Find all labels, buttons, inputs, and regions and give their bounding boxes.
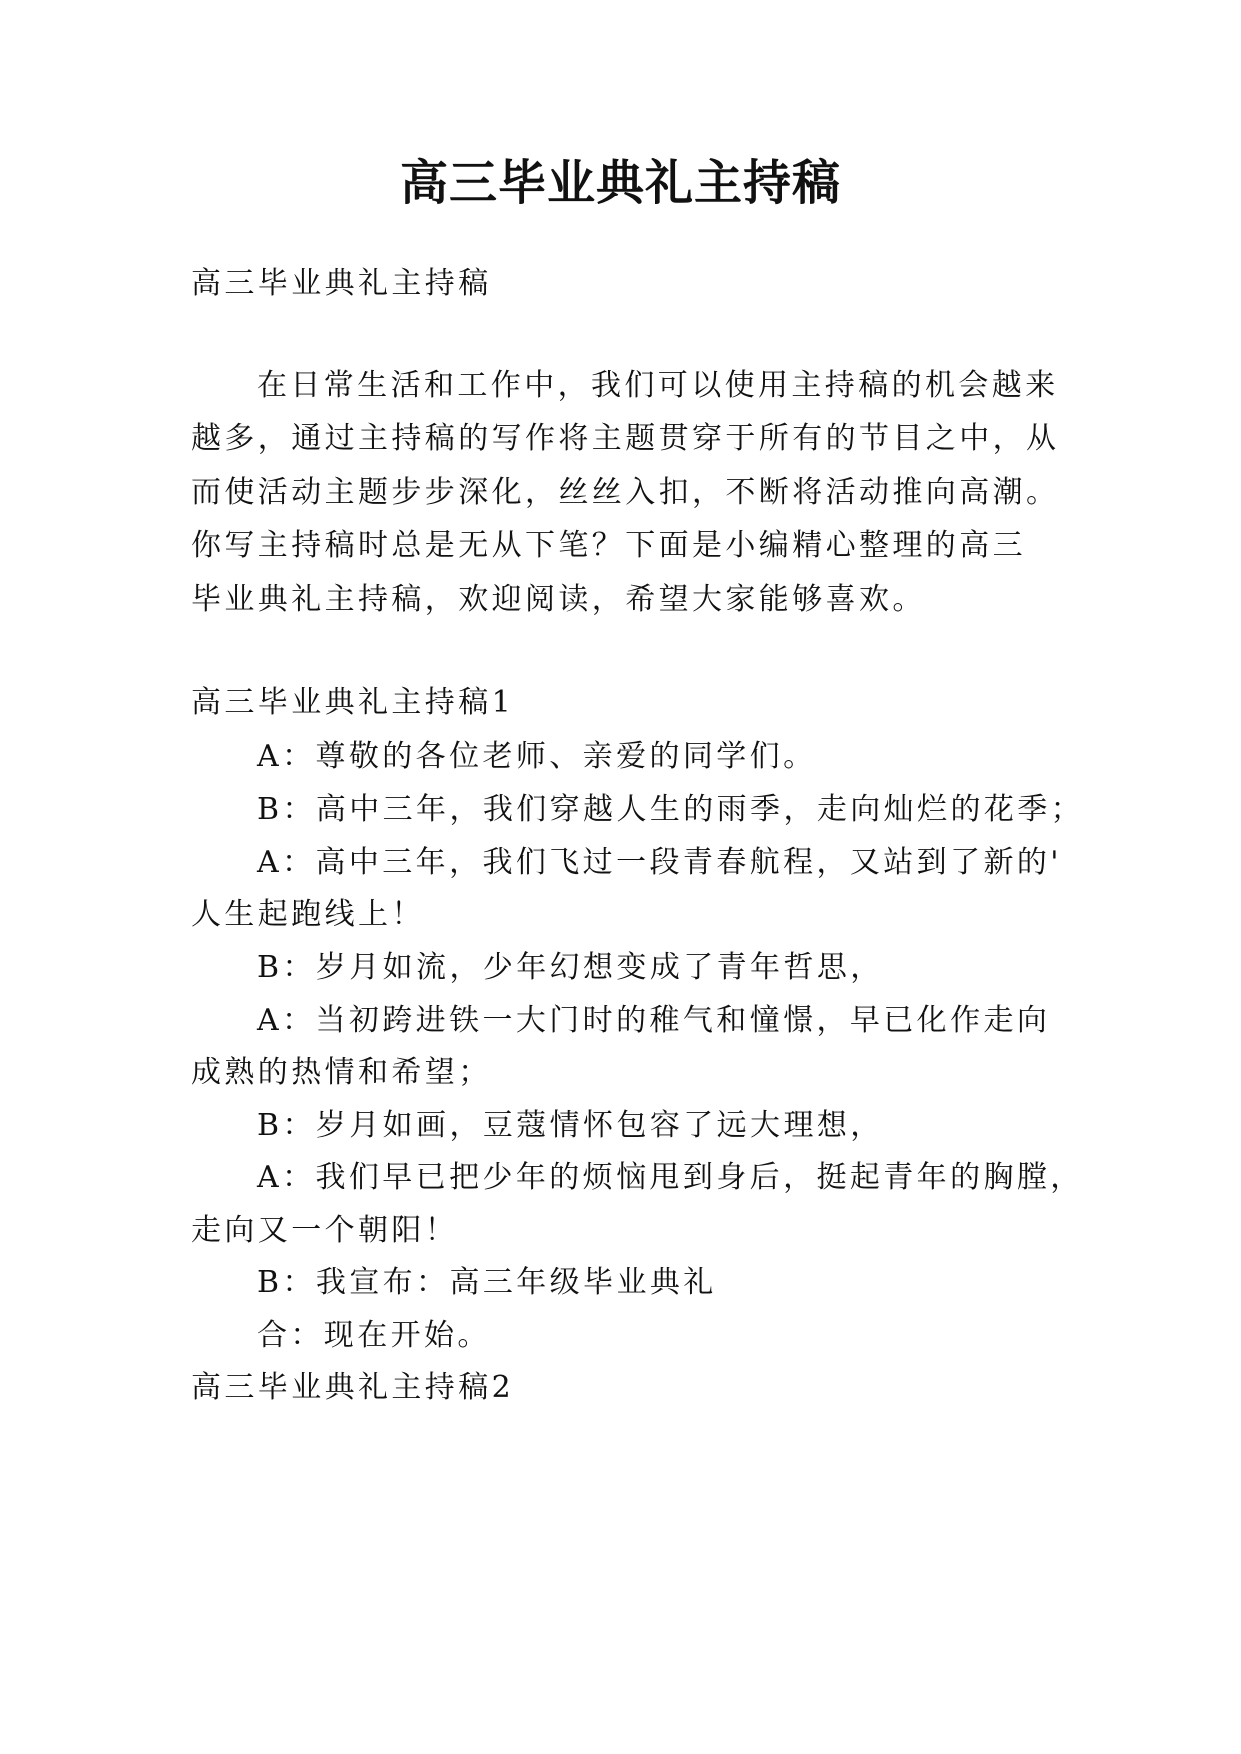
section-1-line-3: A：高中三年，我们飞过一段青春航程，又站到了新的' bbox=[257, 845, 1062, 880]
intro-line-4: 你写主持稿时总是无从下笔？下面是小编精心整理的高三 bbox=[191, 528, 1026, 563]
section-1-line-1: A：尊敬的各位老师、亲爱的同学们。 bbox=[257, 739, 817, 774]
intro-line-2: 越多，通过主持稿的写作将主题贯穿于所有的节目之中，从 bbox=[191, 421, 1060, 456]
section-2-heading: 高三毕业典礼主持稿2 bbox=[191, 1370, 515, 1405]
section-1-line-5: B：岁月如流，少年幻想变成了青年哲思， bbox=[257, 950, 884, 985]
section-1-line-10: 走向又一个朝阳！ bbox=[191, 1213, 459, 1248]
document-title: 高三毕业典礼主持稿 bbox=[399, 155, 841, 211]
section-1-line-11: B：我宣布：高三年级毕业典礼 bbox=[257, 1265, 717, 1300]
intro-line-1: 在日常生活和工作中，我们可以使用主持稿的机会越来 bbox=[257, 368, 1059, 403]
section-1-line-9: A：我们早已把少年的烦恼甩到身后，挺起青年的胸膛， bbox=[257, 1160, 1084, 1195]
subtitle: 高三毕业典礼主持稿 bbox=[191, 266, 492, 301]
intro-line-5: 毕业典礼主持稿，欢迎阅读，希望大家能够喜欢。 bbox=[191, 582, 926, 617]
section-1-line-6: A：当初跨进铁一大门时的稚气和憧憬，早已化作走向 bbox=[257, 1003, 1051, 1038]
section-1-line-7: 成熟的热情和希望； bbox=[191, 1055, 492, 1090]
section-1-heading: 高三毕业典礼主持稿1 bbox=[191, 685, 515, 720]
section-1-line-4: 人生起跑线上！ bbox=[191, 897, 425, 932]
intro-line-3: 而使活动主题步步深化，丝丝入扣，不断将活动推向高潮。 bbox=[191, 475, 1060, 510]
section-1-line-2: B：高中三年，我们穿越人生的雨季，走向灿烂的花季； bbox=[257, 792, 1085, 827]
section-1-line-8: B：岁月如画，豆蔻情怀包容了远大理想， bbox=[257, 1108, 884, 1143]
section-1-line-12: 合：现在开始。 bbox=[257, 1318, 491, 1353]
